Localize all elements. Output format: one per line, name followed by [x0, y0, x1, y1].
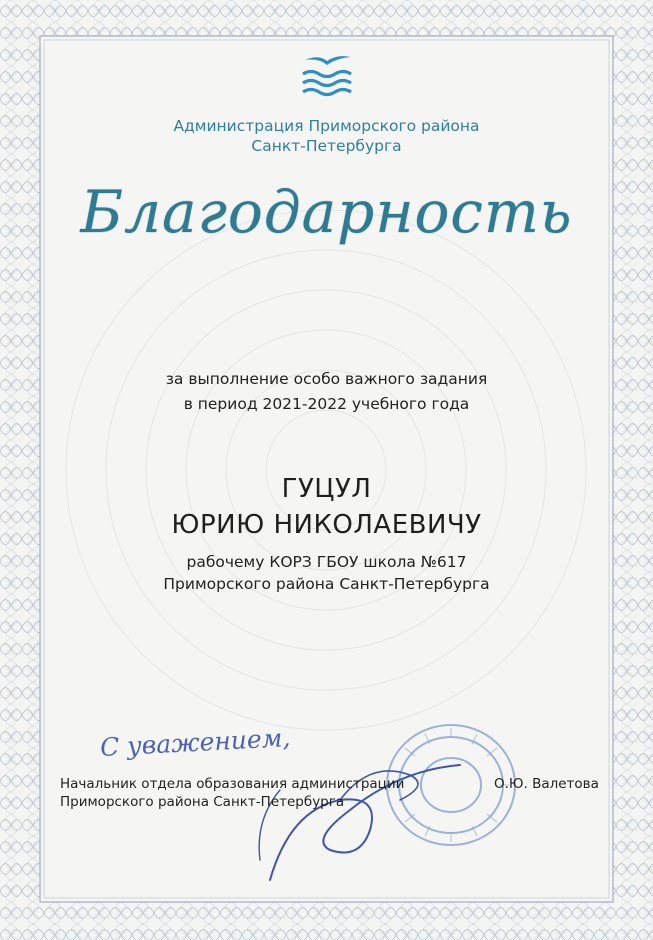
- signer-title-line-1: Начальник отдела образования администрации: [60, 776, 405, 792]
- reason-line-2: в период 2021-2022 учебного года: [183, 395, 470, 413]
- seagull-waves-logo-icon: [297, 52, 357, 102]
- signer-title: [60, 775, 404, 811]
- certificate-title: Благодарность: [80, 178, 573, 246]
- organization-line-2: Санкт-Петербурга: [251, 137, 402, 155]
- recipient-position: [0, 551, 653, 595]
- recipient-surname: ГУЦУЛ: [281, 474, 372, 504]
- signer-title-line-2: Приморского района Санкт-Петербурга: [60, 794, 345, 810]
- handwritten-signature-icon: [250, 740, 490, 900]
- recipient-given-names: ЮРИЮ НИКОЛАЕВИЧУ: [171, 510, 482, 540]
- greeting-text: С уважением,: [99, 723, 291, 762]
- reason-line-1: за выполнение особо важного задания: [165, 370, 488, 388]
- recipient-name: [0, 471, 653, 543]
- organization-line-1: Администрация Приморского района: [173, 117, 480, 135]
- signer-name: О.Ю. Валетова: [494, 776, 599, 792]
- position-line-1: рабочему КОРЗ ГБОУ школа №617: [186, 553, 467, 571]
- award-reason: [0, 367, 653, 417]
- position-line-2: Приморского района Санкт-Петербурга: [163, 575, 490, 593]
- organization-name: [0, 116, 653, 156]
